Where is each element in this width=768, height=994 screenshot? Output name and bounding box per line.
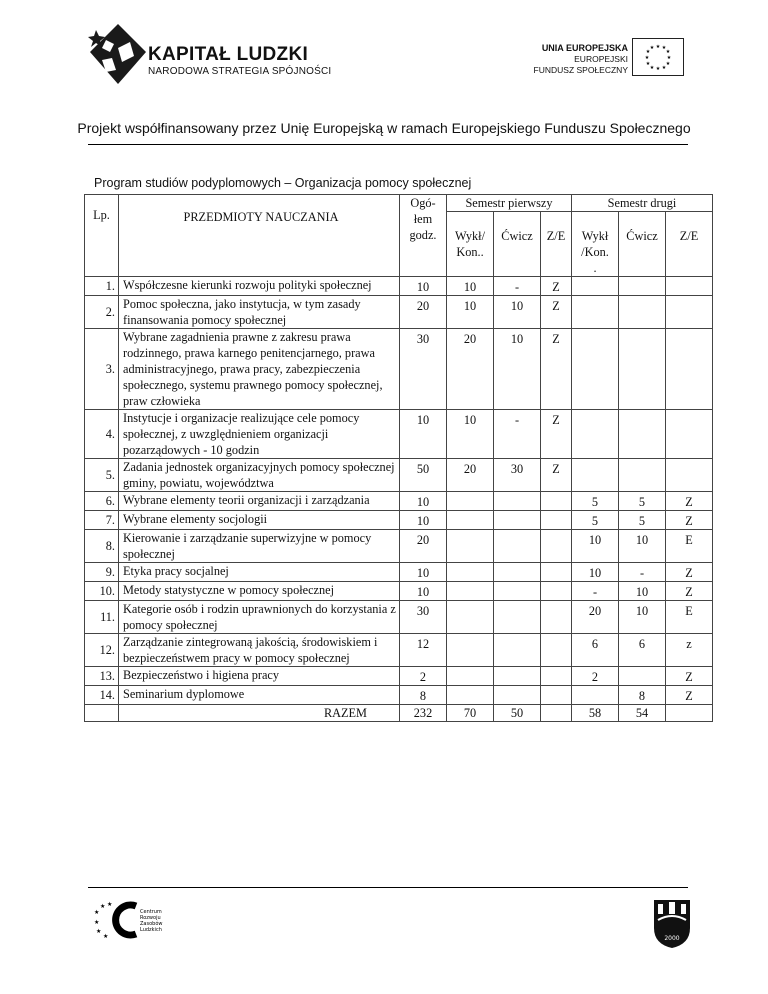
- row-sem2-lecture: 2: [572, 667, 619, 686]
- row-total: 8: [400, 686, 447, 705]
- row-sem1-exercise: [494, 563, 541, 582]
- table-row: [85, 492, 713, 511]
- row-sem2-lecture: 5: [572, 492, 619, 511]
- row-sem2-lecture: 10: [572, 530, 619, 563]
- row-sem1-ze: Z: [541, 410, 572, 459]
- row-total: 50: [400, 459, 447, 492]
- row-sem2-exercise: [619, 459, 666, 492]
- logo-subtitle: NARODOWA STRATEGIA SPÓJNOŚCI: [148, 66, 332, 77]
- row-sem1-lecture: 10: [447, 410, 494, 459]
- table-row: [85, 563, 713, 582]
- table-row: [85, 410, 713, 459]
- sum-sem1-lecture: 70: [447, 705, 494, 722]
- row-sem2-ze: Z: [666, 686, 713, 705]
- row-subject: Kategorie osób i rodzin uprawnionych do korzystania z pomocy społecznej: [119, 601, 400, 634]
- row-lp: 1.: [85, 277, 119, 296]
- row-sem2-ze: Z: [666, 582, 713, 601]
- eu-line-3: FUNDUSZ SPOŁECZNY: [533, 65, 628, 75]
- row-sem1-lecture: [447, 686, 494, 705]
- svg-text:★: ★: [645, 49, 651, 55]
- svg-text:★: ★: [96, 928, 102, 935]
- row-sem2-exercise: 10: [619, 530, 666, 563]
- row-sem2-lecture: [572, 686, 619, 705]
- row-lp: 11.: [85, 601, 119, 634]
- row-sem1-exercise: [494, 634, 541, 667]
- svg-text:★: ★: [665, 49, 671, 55]
- crest-year: 2000: [664, 935, 680, 942]
- row-subject: Wybrane elementy teorii organizacji i zarządzania: [119, 492, 400, 511]
- header-sem2-exercise: Ćwicz: [619, 212, 666, 277]
- header-total-2: łem: [413, 212, 433, 226]
- row-subject: Współczesne kierunki rozwoju polityki społecznej: [119, 277, 400, 296]
- row-lp: 9.: [85, 563, 119, 582]
- sum-sem2-ze: [666, 705, 713, 722]
- row-sem2-lecture: 6: [572, 634, 619, 667]
- row-total: 10: [400, 563, 447, 582]
- row-total: 10: [400, 511, 447, 530]
- row-subject: Pomoc społeczna, jako instytucja, w tym zasady finansowania pomocy społecznej: [119, 296, 400, 329]
- row-sem1-lecture: [447, 667, 494, 686]
- table-header-row-1: [85, 195, 713, 212]
- header-sem2-lecture-1: Wykł: [581, 229, 609, 243]
- header-sem1-exercise: Ćwicz: [494, 212, 541, 277]
- row-sem2-ze: [666, 277, 713, 296]
- row-sem1-ze: [541, 634, 572, 667]
- row-lp: 8.: [85, 530, 119, 563]
- row-sem2-exercise: 6: [619, 634, 666, 667]
- table-row: [85, 582, 713, 601]
- table-row: [85, 601, 713, 634]
- header-sem1-lecture-1: Wykł/: [455, 229, 485, 243]
- row-sem2-ze: [666, 296, 713, 329]
- row-sem2-exercise: 10: [619, 582, 666, 601]
- row-total: 2: [400, 667, 447, 686]
- row-sem1-lecture: [447, 511, 494, 530]
- row-total: 12: [400, 634, 447, 667]
- row-sem1-exercise: -: [494, 410, 541, 459]
- svg-text:★: ★: [665, 61, 671, 67]
- row-lp: 7.: [85, 511, 119, 530]
- table-row: [85, 634, 713, 667]
- row-sem2-lecture: [572, 296, 619, 329]
- row-total: 30: [400, 601, 447, 634]
- ccr-line-1: Centrum: [140, 909, 162, 915]
- row-subject: Metody statystyczne w pomocy społecznej: [119, 582, 400, 601]
- row-sem1-lecture: [447, 492, 494, 511]
- table-row: [85, 459, 713, 492]
- row-sem1-ze: [541, 582, 572, 601]
- svg-text:★: ★: [100, 903, 106, 910]
- row-sem2-exercise: [619, 296, 666, 329]
- svg-text:★: ★: [649, 65, 655, 71]
- header-sem2-ze: Z/E: [666, 212, 713, 277]
- table-row: [85, 511, 713, 530]
- row-lp: 13.: [85, 667, 119, 686]
- row-sem2-ze: Z: [666, 563, 713, 582]
- header-divider: [88, 144, 688, 145]
- svg-text:★: ★: [666, 55, 672, 61]
- row-total: 20: [400, 296, 447, 329]
- table-row: [85, 296, 713, 329]
- row-sem1-lecture: [447, 530, 494, 563]
- row-subject: Zarządzanie zintegrowaną jakością, środowiskiem i bezpieczeństwem pracy w pomocy społecznej: [119, 634, 400, 667]
- svg-text:★: ★: [655, 66, 661, 72]
- row-sem2-exercise: 8: [619, 686, 666, 705]
- row-subject: Seminarium dyplomowe: [119, 686, 400, 705]
- footer-divider: [88, 887, 688, 888]
- row-subject: Bezpieczeństwo i higiena pracy: [119, 667, 400, 686]
- table-body: [85, 277, 713, 705]
- table-row: [85, 530, 713, 563]
- eu-label: [534, 43, 628, 76]
- header-sem2-lecture-2: /Kon.: [581, 245, 609, 259]
- header-sem2-lecture: [572, 212, 619, 277]
- row-sem2-exercise: -: [619, 563, 666, 582]
- row-sem1-exercise: 10: [494, 296, 541, 329]
- row-sem1-ze: Z: [541, 277, 572, 296]
- row-sem1-exercise: 30: [494, 459, 541, 492]
- row-sem1-ze: Z: [541, 296, 572, 329]
- document-title: Program studiów podyplomowych – Organizacja pomocy społecznej: [94, 176, 472, 190]
- row-sem1-ze: [541, 667, 572, 686]
- header-semester-1: Semestr pierwszy: [447, 195, 572, 212]
- svg-text:★: ★: [94, 909, 100, 916]
- row-lp: 4.: [85, 410, 119, 459]
- header-total-3: godz.: [409, 228, 437, 242]
- table-row: [85, 329, 713, 410]
- table-row: [85, 667, 713, 686]
- row-total: 10: [400, 582, 447, 601]
- row-sem1-exercise: [494, 667, 541, 686]
- row-subject: Wybrane elementy socjologii: [119, 511, 400, 530]
- ccr-line-2: Rozwoju: [140, 915, 161, 921]
- sum-total: 232: [400, 705, 447, 722]
- row-sem2-ze: Z: [666, 667, 713, 686]
- row-lp: 12.: [85, 634, 119, 667]
- svg-text:★: ★: [649, 45, 655, 51]
- sum-lp: [85, 705, 119, 722]
- row-sem2-lecture: [572, 459, 619, 492]
- row-total: 10: [400, 277, 447, 296]
- row-sem1-ze: Z: [541, 459, 572, 492]
- svg-text:★: ★: [655, 44, 661, 50]
- row-sem1-exercise: -: [494, 277, 541, 296]
- ccr-line-4: Ludzkich: [140, 927, 162, 933]
- row-total: 10: [400, 492, 447, 511]
- svg-text:★: ★: [645, 61, 651, 67]
- eu-line-2: EUROPEJSKI: [574, 54, 628, 64]
- row-lp: 3.: [85, 329, 119, 410]
- row-sem2-exercise: 5: [619, 492, 666, 511]
- row-sem2-lecture: [572, 329, 619, 410]
- row-sem1-lecture: 20: [447, 459, 494, 492]
- row-sem2-ze: z: [666, 634, 713, 667]
- row-total: 30: [400, 329, 447, 410]
- ccr-logo-icon: [92, 900, 202, 940]
- svg-text:★: ★: [661, 65, 667, 71]
- row-sem1-exercise: [494, 686, 541, 705]
- row-sem2-ze: [666, 410, 713, 459]
- header-total: [400, 195, 447, 277]
- svg-text:★: ★: [103, 933, 109, 940]
- logo-title: KAPITAŁ LUDZKI: [148, 44, 309, 65]
- svg-text:★: ★: [644, 55, 650, 61]
- row-sem1-lecture: 20: [447, 329, 494, 410]
- row-sem2-lecture: [572, 410, 619, 459]
- university-crest-icon: [652, 898, 692, 950]
- row-sem2-ze: E: [666, 530, 713, 563]
- header-lp: Lp.: [85, 195, 119, 277]
- row-sem1-ze: [541, 601, 572, 634]
- row-sem2-ze: E: [666, 601, 713, 634]
- kapital-ludzki-logo-icon: [88, 22, 148, 86]
- sum-label: RAZEM: [119, 705, 400, 722]
- row-total: 10: [400, 410, 447, 459]
- header-sem1-lecture: [447, 212, 494, 277]
- program-table: [84, 194, 713, 722]
- row-subject: Etyka pracy socjalnej: [119, 563, 400, 582]
- row-sem2-ze: Z: [666, 511, 713, 530]
- header-semester-2: Semestr drugi: [572, 195, 713, 212]
- row-sem1-ze: [541, 492, 572, 511]
- row-lp: 6.: [85, 492, 119, 511]
- row-sem2-ze: [666, 329, 713, 410]
- row-sem2-exercise: [619, 410, 666, 459]
- row-sem2-lecture: [572, 277, 619, 296]
- row-sem1-exercise: [494, 601, 541, 634]
- eu-flag-icon: [632, 38, 684, 76]
- row-sem1-lecture: [447, 563, 494, 582]
- header-sem2-lecture-3: .: [593, 261, 597, 275]
- header-sem1-ze: Z/E: [541, 212, 572, 277]
- sum-sem2-exercise: 54: [619, 705, 666, 722]
- svg-text:★: ★: [94, 919, 100, 926]
- svg-text:★: ★: [661, 45, 667, 51]
- row-sem2-exercise: 10: [619, 601, 666, 634]
- sum-sem1-ze: [541, 705, 572, 722]
- table-row: [85, 686, 713, 705]
- sum-sem1-exercise: 50: [494, 705, 541, 722]
- row-sem2-lecture: 5: [572, 511, 619, 530]
- row-sem1-exercise: [494, 582, 541, 601]
- row-subject: Kierowanie i zarządzanie superwizyjne w pomocy społecznej: [119, 530, 400, 563]
- project-cofinancing-line: Projekt współfinansowany przez Unię Europejską w ramach Europejskiego Funduszu Społecznego: [77, 120, 691, 136]
- row-subject: Instytucje i organizacje realizujące cele pomocy społecznej, z uwzględnieniem organizacji pozarządowych - 10 godzin: [119, 410, 400, 459]
- row-subject: Wybrane zagadnienia prawne z zakresu prawa rodzinnego, prawa karnego penitencjarnego, prawa administracyjnego, prawa pracy, zabezpieczenia społecznego, systemu prawnego pomocy społecznej, praw człowieka: [119, 329, 400, 410]
- row-sem2-ze: Z: [666, 492, 713, 511]
- row-sem1-exercise: 10: [494, 329, 541, 410]
- row-sem2-exercise: [619, 667, 666, 686]
- row-sem1-ze: Z: [541, 329, 572, 410]
- row-sem1-ze: [541, 530, 572, 563]
- row-sem2-lecture: 10: [572, 563, 619, 582]
- row-lp: 10.: [85, 582, 119, 601]
- row-sem2-ze: [666, 459, 713, 492]
- row-sem1-lecture: [447, 634, 494, 667]
- table-sum-row: [85, 705, 713, 722]
- row-lp: 2.: [85, 296, 119, 329]
- row-sem1-exercise: [494, 511, 541, 530]
- header-total-1: Ogó-: [410, 196, 436, 210]
- svg-text:★: ★: [107, 901, 113, 908]
- row-sem1-exercise: [494, 530, 541, 563]
- row-sem1-ze: [541, 686, 572, 705]
- row-sem2-exercise: [619, 329, 666, 410]
- row-sem2-lecture: 20: [572, 601, 619, 634]
- row-sem1-lecture: 10: [447, 296, 494, 329]
- row-sem1-lecture: [447, 601, 494, 634]
- row-sem1-ze: [541, 511, 572, 530]
- header-sem1-lecture-2: Kon..: [456, 245, 484, 259]
- ccr-line-3: Zasobów: [140, 921, 163, 927]
- row-subject: Zadania jednostek organizacyjnych pomocy społecznej gminy, powiatu, województwa: [119, 459, 400, 492]
- row-sem2-exercise: 5: [619, 511, 666, 530]
- table-row: [85, 277, 713, 296]
- eu-line-1: UNIA EUROPEJSKA: [541, 43, 628, 53]
- sum-sem2-lecture: 58: [572, 705, 619, 722]
- row-sem1-ze: [541, 563, 572, 582]
- row-lp: 14.: [85, 686, 119, 705]
- row-lp: 5.: [85, 459, 119, 492]
- row-sem2-exercise: [619, 277, 666, 296]
- row-sem1-exercise: [494, 492, 541, 511]
- row-sem1-lecture: 10: [447, 277, 494, 296]
- row-sem1-lecture: [447, 582, 494, 601]
- header-subjects: PRZEDMIOTY NAUCZANIA: [119, 195, 400, 277]
- row-sem2-lecture: -: [572, 582, 619, 601]
- row-total: 20: [400, 530, 447, 563]
